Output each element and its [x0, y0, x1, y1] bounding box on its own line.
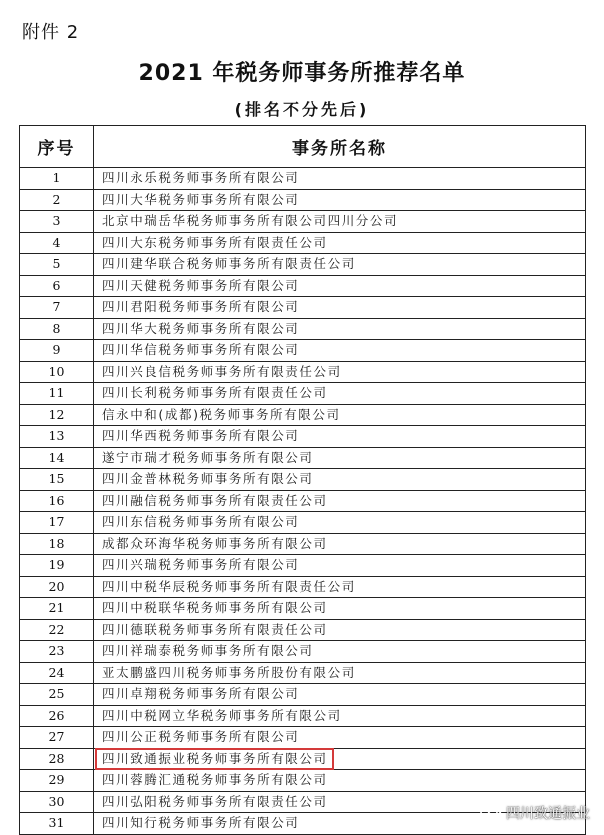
table-row: [20, 297, 586, 319]
firm-name-text: 四川长利税务师事务所有限责任公司: [102, 385, 328, 401]
firm-name-text: 四川金普林税务师事务所有限公司: [102, 471, 314, 487]
firm-table: [19, 125, 586, 835]
row-number: 19: [20, 555, 94, 577]
row-firm-name: [94, 383, 586, 405]
row-firm-name: [94, 340, 586, 362]
row-firm-name: [94, 211, 586, 233]
row-number: 31: [20, 813, 94, 835]
firm-name-text: 四川永乐税务师事务所有限公司: [102, 170, 300, 186]
firm-name-text: 遂宁市瑞才税务师事务所有限公司: [102, 449, 314, 465]
page-subtitle: (排名不分先后): [234, 100, 370, 119]
row-firm-name: [94, 705, 586, 727]
page-title: 2021 年税务师事务所推荐名单: [138, 61, 466, 86]
row-number: 29: [20, 770, 94, 792]
row-firm-name: [94, 598, 586, 620]
row-number: 23: [20, 641, 94, 663]
row-firm-name: [94, 469, 586, 491]
attachment-label: 附件 2: [22, 22, 80, 43]
table-row: [20, 469, 586, 491]
firm-name-text: 四川弘阳税务师事务所有限责任公司: [102, 793, 328, 809]
firm-name-text: 四川建华联合税务师事务所有限责任公司: [102, 256, 356, 272]
row-number: 22: [20, 619, 94, 641]
row-number: 15: [20, 469, 94, 491]
header-firm-name: 事务所名称: [94, 126, 586, 168]
header-number: 序号: [20, 126, 94, 168]
row-number: 1: [20, 168, 94, 190]
wechat-icon: [480, 804, 502, 822]
row-firm-name: [94, 490, 586, 512]
table-row: [20, 211, 586, 233]
row-number: 2: [20, 189, 94, 211]
table-row: [20, 383, 586, 405]
row-firm-name: [94, 254, 586, 276]
table-row: [20, 447, 586, 469]
row-number: 9: [20, 340, 94, 362]
firm-name-text: 信永中和(成都)税务师事务所有限公司: [102, 406, 341, 422]
firm-name-text: 四川华大税务师事务所有限公司: [102, 320, 300, 336]
row-number: 11: [20, 383, 94, 405]
firm-name-text: 四川公正税务师事务所有限公司: [102, 729, 300, 745]
firm-name-text: 四川德联税务师事务所有限责任公司: [102, 621, 328, 637]
table-row: [20, 705, 586, 727]
row-number: 28: [20, 748, 94, 770]
row-firm-name: [94, 555, 586, 577]
firm-name-text: 四川东信税务师事务所有限公司: [102, 514, 300, 530]
table-row: [20, 232, 586, 254]
row-number: 4: [20, 232, 94, 254]
row-firm-name: [94, 684, 586, 706]
firm-name-text: 四川祥瑞泰税务师事务所有限公司: [102, 643, 314, 659]
row-firm-name: [94, 512, 586, 534]
table-row: [20, 727, 586, 749]
row-number: 14: [20, 447, 94, 469]
firm-name-text: 亚太鹏盛四川税务师事务所股份有限公司: [102, 664, 356, 680]
row-firm-name: [94, 662, 586, 684]
table-header-row: [20, 126, 586, 168]
row-firm-name: [94, 533, 586, 555]
table-row: [20, 770, 586, 792]
table-row: [20, 598, 586, 620]
watermark: [480, 803, 590, 823]
table-row: [20, 254, 586, 276]
firm-name-text: 四川君阳税务师事务所有限公司: [102, 299, 300, 315]
firm-name-text: 四川卓翔税务师事务所有限公司: [102, 686, 300, 702]
row-firm-name: [94, 727, 586, 749]
row-firm-name: [94, 361, 586, 383]
table-row: [20, 361, 586, 383]
row-number: 30: [20, 791, 94, 813]
table-row: [20, 404, 586, 426]
row-firm-name: [94, 318, 586, 340]
row-number: 26: [20, 705, 94, 727]
row-number: 7: [20, 297, 94, 319]
row-firm-name: [94, 641, 586, 663]
row-number: 13: [20, 426, 94, 448]
firm-name-text: 四川兴良信税务师事务所有限责任公司: [102, 363, 342, 379]
firm-name-text: 四川中税联华税务师事务所有限公司: [102, 600, 328, 616]
row-number: 10: [20, 361, 94, 383]
table-row: [20, 533, 586, 555]
watermark-text: 四川致通振业: [506, 806, 590, 822]
firm-name-text: 成都众环海华税务师事务所有限公司: [102, 535, 328, 551]
firm-name-text: 四川中税网立华税务师事务所有限公司: [102, 707, 342, 723]
firm-name-text: 四川融信税务师事务所有限责任公司: [102, 492, 328, 508]
firm-name-text: 四川中税华辰税务师事务所有限责任公司: [102, 578, 356, 594]
table-row: [20, 684, 586, 706]
row-firm-name: [94, 404, 586, 426]
table-row: [20, 168, 586, 190]
row-number: 24: [20, 662, 94, 684]
table-row: [20, 426, 586, 448]
row-firm-name: [94, 748, 586, 770]
row-number: 6: [20, 275, 94, 297]
table-row: [20, 490, 586, 512]
row-firm-name: [94, 168, 586, 190]
row-number: 25: [20, 684, 94, 706]
highlighted-firm-name: 四川致通振业税务师事务所有限公司: [98, 751, 331, 767]
row-number: 20: [20, 576, 94, 598]
firm-name-text: 四川大东税务师事务所有限责任公司: [102, 234, 328, 250]
firm-name-text: 四川蓉腾汇通税务师事务所有限公司: [102, 772, 328, 788]
table-row: [20, 641, 586, 663]
firm-name-text: 四川大华税务师事务所有限公司: [102, 191, 300, 207]
row-firm-name: [94, 189, 586, 211]
row-number: 16: [20, 490, 94, 512]
table-row: [20, 275, 586, 297]
row-firm-name: [94, 447, 586, 469]
row-firm-name: [94, 576, 586, 598]
row-firm-name: [94, 426, 586, 448]
table-row: [20, 576, 586, 598]
firm-name-text: 四川兴瑞税务师事务所有限公司: [102, 557, 300, 573]
table-row: [20, 189, 586, 211]
row-firm-name: [94, 297, 586, 319]
table-row: [20, 512, 586, 534]
firm-name-text: 四川知行税务师事务所有限公司: [102, 815, 300, 831]
firm-name-text: 四川华信税务师事务所有限公司: [102, 342, 300, 358]
row-number: 3: [20, 211, 94, 233]
row-number: 5: [20, 254, 94, 276]
row-firm-name: [94, 232, 586, 254]
row-firm-name: [94, 770, 586, 792]
row-number: 21: [20, 598, 94, 620]
firm-name-text: 四川华西税务师事务所有限公司: [102, 428, 300, 444]
table-row: [20, 318, 586, 340]
row-number: 27: [20, 727, 94, 749]
row-number: 17: [20, 512, 94, 534]
row-number: 12: [20, 404, 94, 426]
row-number: 8: [20, 318, 94, 340]
table-row: [20, 555, 586, 577]
row-firm-name: [94, 619, 586, 641]
table-row: [20, 748, 586, 770]
table-row: [20, 662, 586, 684]
firm-name-text: 四川天健税务师事务所有限公司: [102, 277, 300, 293]
firm-name-text: 北京中瑞岳华税务师事务所有限公司四川分公司: [102, 213, 399, 229]
row-number: 18: [20, 533, 94, 555]
row-firm-name: [94, 275, 586, 297]
table-row: [20, 619, 586, 641]
table-row: [20, 340, 586, 362]
